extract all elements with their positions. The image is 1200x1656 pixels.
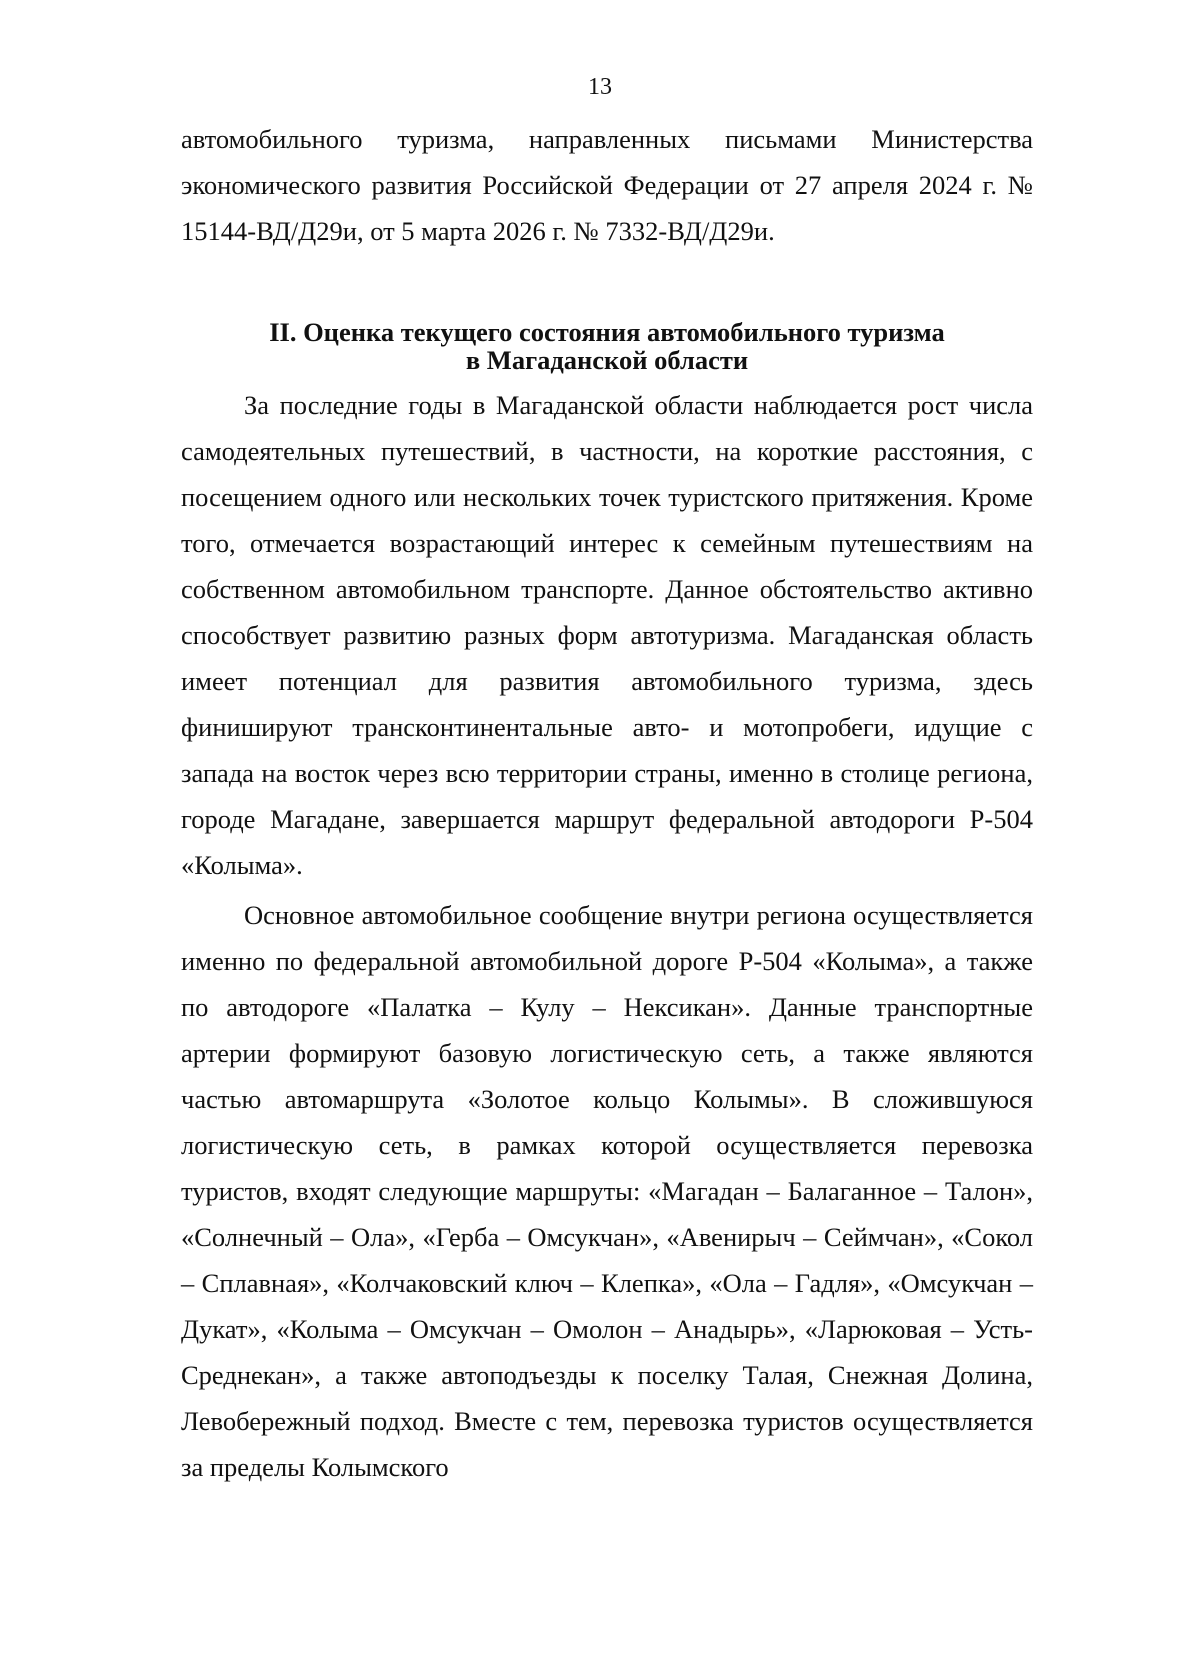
- paragraph-1: За последние годы в Магаданской области наблюдается рост числа самодеятельных путешествий, в частности, на короткие расстояния, с посещением одного или нескольких точек туристского притяжения. Кроме того, отмечается возрастающий интерес к семейным путешествиям на собственном автомобильном транспорте. Данное обстоятельство активно способствует развитию разных форм автотуризма. Магаданская область имеет потенциал для развития автомобильного туризма, здесь финишируют трансконтинентальные авто- и мотопробеги, идущие с запада на восток через всю территории страны, именно в столице региона, городе Магадане, завершается маршрут федеральной автодороги Р-504 «Колыма».: [181, 390, 1033, 880]
- section-heading-line2: в Магаданской области: [465, 345, 749, 375]
- section-heading-line1: II. Оценка текущего состояния автомобильного туризма: [269, 317, 945, 347]
- continuation-paragraph: автомобильного туризма, направленных письмами Министерства экономического развития Российской Федерации от 27 апреля 2024 г. № 15144-ВД/Д29и, от 5 марта 2026 г. № 7332-ВД/Д29и.: [181, 124, 1033, 246]
- paragraph-2: Основное автомобильное сообщение внутри региона осуществляется именно по федеральной автомобильной дороге Р-504 «Колыма», а также по автодороге «Палатка – Кулу – Нексикан». Данные транспортные артерии формируют базовую логистическую сеть, а также являются частью автомаршрута «Золотое кольцо Колымы». В сложившуюся логистическую сеть, в рамках которой осуществляется перевозка туристов, входят следующие маршруты: «Магадан – Балаганное – Талон», «Солнечный – Ола», «Герба – Омсукчан», «Авенирыч – Сеймчан», «Сокол – Сплавная», «Колчаковский ключ – Клепка», «Ола – Гадля», «Омсукчан – Дукат», «Колыма – Омсукчан – Омолон – Анадырь», «Ларюковая – Усть-Среднекан», а также автоподъезды к поселку Талая, Снежная Долина, Левобережный подход. Вместе с тем, перевозка туристов осуществляется за пределы Колымского: [181, 900, 1033, 1482]
- section-heading: [181, 318, 1033, 374]
- page-number: 13: [588, 74, 612, 100]
